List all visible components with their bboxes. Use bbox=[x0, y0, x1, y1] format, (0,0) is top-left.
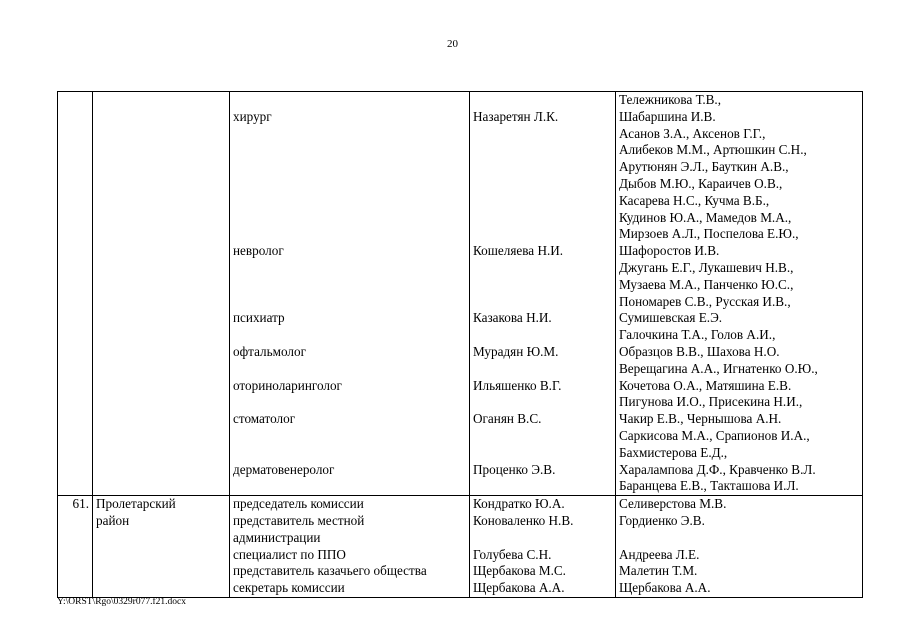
continuation-row bbox=[58, 92, 863, 496]
roles-cell bbox=[230, 92, 470, 496]
member-line: Касарева Н.С., Кучма В.Б., bbox=[619, 192, 770, 208]
role-label: представитель местной bbox=[233, 512, 365, 528]
member-line: Музаева М.А., Панченко Ю.С., bbox=[619, 276, 794, 292]
role-label: председатель комиссии bbox=[233, 496, 364, 512]
chair-name: Оганян В.С. bbox=[473, 411, 542, 427]
district-name-line: район bbox=[96, 512, 130, 528]
district-roles-cell bbox=[230, 496, 470, 598]
chair-name: Кошеляева Н.И. bbox=[473, 243, 564, 259]
member-line: Мирзоев А.Л., Поспелова Е.Ю., bbox=[619, 226, 799, 242]
footer-file-path: Y:\ORST\Rgo\0329r077.f21.docx bbox=[57, 597, 186, 607]
member-line: Баранцева Е.В., Такташова И.Л. bbox=[619, 478, 799, 494]
member-line: Арутюнян Э.Л., Бауткин А.В., bbox=[619, 159, 789, 175]
member-line: Пигунова И.О., Присекина Н.И., bbox=[619, 394, 803, 410]
number-cell-empty bbox=[58, 92, 93, 496]
chair-name: Голубева С.Н. bbox=[473, 546, 552, 562]
role-label: секретарь комиссии bbox=[233, 580, 345, 596]
chair-name: Назаретян Л.К. bbox=[473, 108, 559, 124]
district-cell-empty bbox=[93, 92, 230, 496]
role-label: стоматолог bbox=[233, 411, 296, 427]
member-line: Щербакова А.А. bbox=[619, 580, 711, 596]
member-line: Джугань Е.Г., Лукашевич Н.В., bbox=[619, 259, 794, 275]
role-label: представитель казачьего общества bbox=[233, 563, 427, 579]
district-number: 61. bbox=[58, 496, 93, 598]
member-line: Кудинов Ю.А., Мамедов М.А., bbox=[619, 209, 792, 225]
member-line: Шафоростов И.В. bbox=[619, 243, 720, 259]
member-line: Сумишевская Е.Э. bbox=[619, 310, 723, 326]
member-line: Андреева Л.Е. bbox=[619, 546, 700, 562]
member-line: Кочетова О.А., Матяшина Е.В. bbox=[619, 377, 792, 393]
district-name-cell bbox=[93, 496, 230, 598]
member-line: Алибеков М.М., Артюшкин С.Н., bbox=[619, 142, 807, 158]
member-line: Галочкина Т.А., Голов А.И., bbox=[619, 327, 776, 343]
role-label: администрации bbox=[233, 529, 321, 545]
member-line: Малетин Т.М. bbox=[619, 563, 698, 579]
role-label: дерматовенеролог bbox=[233, 461, 335, 477]
chairs-cell bbox=[470, 92, 616, 496]
role-label: невролог bbox=[233, 243, 284, 259]
district-name-line: Пролетарский bbox=[96, 496, 176, 512]
chair-name: Щербакова М.С. bbox=[473, 563, 566, 579]
chair-name: Ильяшенко В.Г. bbox=[473, 377, 562, 393]
commission-table bbox=[57, 91, 863, 598]
district-members-cell bbox=[616, 496, 863, 598]
member-line: Верещагина А.А., Игнатенко О.Ю., bbox=[619, 360, 818, 376]
chair-name: Мурадян Ю.М. bbox=[473, 343, 559, 359]
role-label: оториноларинголог bbox=[233, 377, 342, 393]
member-line: Харалампова Д.Ф., Кравченко В.Л. bbox=[619, 461, 816, 477]
member-line: Чакир Е.В., Чернышова А.Н. bbox=[619, 411, 782, 427]
role-label: хирург bbox=[233, 108, 272, 124]
member-line: Пономарев С.В., Русская И.В., bbox=[619, 293, 791, 309]
member-line: Асанов З.А., Аксенов Г.Г., bbox=[619, 125, 766, 141]
chair-name: Казакова Н.И. bbox=[473, 310, 552, 326]
role-label: офтальмолог bbox=[233, 343, 306, 359]
chair-name: Щербакова А.А. bbox=[473, 580, 565, 596]
chair-name: Коноваленко Н.В. bbox=[473, 512, 574, 528]
member-line: Образцов В.В., Шахова Н.О. bbox=[619, 343, 780, 359]
member-line: Тележникова Т.В., bbox=[619, 92, 722, 107]
member-line: Бахмистерова Е.Д., bbox=[619, 444, 728, 460]
role-label: специалист по ППО bbox=[233, 546, 346, 562]
role-label: психиатр bbox=[233, 310, 285, 326]
chair-name: Кондратко Ю.А. bbox=[473, 496, 565, 512]
member-line: Саркисова М.А., Срапионов И.А., bbox=[619, 427, 810, 443]
member-line: Дыбов М.Ю., Караичев О.В., bbox=[619, 175, 783, 191]
member-line: Шабаршина И.В. bbox=[619, 108, 716, 124]
member-line: Гордиенко Э.В. bbox=[619, 512, 705, 528]
district-chairs-cell bbox=[470, 496, 616, 598]
chair-name: Проценко Э.В. bbox=[473, 461, 556, 477]
member-line: Селиверстова М.В. bbox=[619, 496, 727, 512]
members-cell bbox=[616, 92, 863, 496]
district-row bbox=[58, 496, 863, 598]
page-number: 20 bbox=[447, 38, 458, 50]
